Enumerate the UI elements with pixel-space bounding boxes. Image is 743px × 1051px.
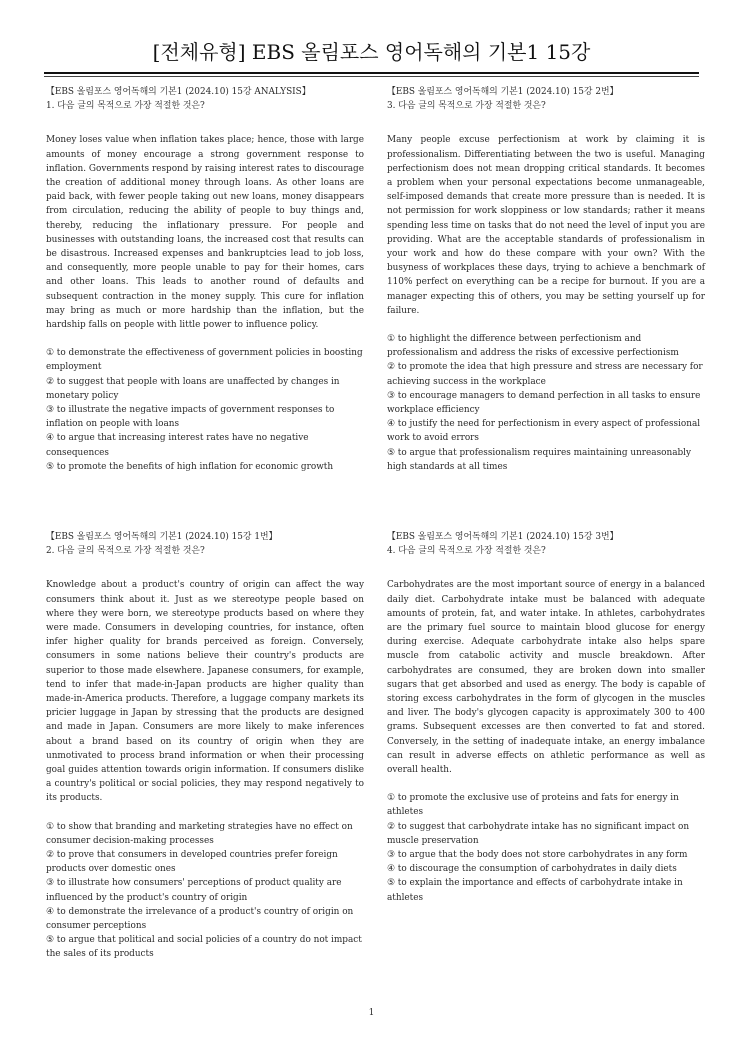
- question-passage: Carbohydrates are the most important source of energy in a balanced daily diet. Carbohydrate intake must be balanced with adequate amounts of protein, fat, and water intake. In athletes, carbohydrates are the primary fuel source to maintain blood glucose for energy during exercise. Adequate carbohydrate intake also helps spare muscle from catabolic activity and muscle breakdown. After carbohydrates are consumed, they are broken down into smaller sugars that get absorbed and used as energy. The body is capable of storing excess carbohydrates in the form of glycogen in the muscles and liver. The body's glycogen capacity is approximately 300 to 400 grams. Subsequent excesses are then converted to fat and stored. Conversely, in the setting of inadequate intake, an energy imbalance can result in adverse effects on athletic performance as well as overall health.: [387, 580, 705, 776]
- answer-choice-2[interactable]: ② to suggest that carbohydrate intake has no significant impact on muscle preservation: [387, 821, 690, 846]
- page-number: 1: [368, 1008, 375, 1018]
- question-heading: 3. 다음 글의 목적으로 가장 적절한 것은?: [387, 101, 546, 112]
- question-heading: 1. 다음 글의 목적으로 가장 적절한 것은?: [46, 101, 205, 112]
- question-block-4: [387, 530, 705, 905]
- question-passage: Knowledge about a product's country of origin can affect the way consumers think about it. Just as we stereotype people based on where they were born, we stereotype products based on where they were made. Consumers in developing countries, for instance, often infer higher quality for brands perceived as foreign. Conversely, consumers in some nations believe their country's products are superior to those made elsewhere. Japanese consumers, for example, tend to infer that made-in-Japan products are higher quality than made-in-America products. Therefore, a luggage company markets its pricier luggage in Japan by stressing that the products are designed and made in Japan. Consumers are more likely to make inferences about a brand based on its country of origin when they are unmotivated to process brand information or when their processing goal guides attention towards origin information. If consumers dislike a country's political or social policies, they may respond negatively to its products.: [46, 580, 364, 804]
- answer-choice-2[interactable]: ② to prove that consumers in developed countries prefer foreign products over domestic ones: [46, 850, 338, 875]
- answer-choice-2[interactable]: ② to promote the idea that high pressure and stress are necessary for achieving success in the workplace: [387, 362, 703, 387]
- answer-choice-4[interactable]: ④ to discourage the consumption of carbohydrates in daily diets: [387, 864, 677, 875]
- question-source: 【EBS 올림포스 영어독해의 기본1 (2024.10) 15강 ANALYSIS】: [46, 87, 311, 97]
- title-rule-thick: [44, 72, 699, 74]
- question-passage: Money loses value when inflation takes place; hence, those with large amounts of money encourage a strong government response to inflation. Governments respond by raising interest rates to discourage the creation of additional money through loans. As other loans are paid back, with fewer people taking out new loans, money disappears from circulation, reducing the ability of people to buy things and, thereby, reducing the inflationary pressure. For people and businesses with outstanding loans, the increased cost that results can be disastrous. Increased expenses and bankruptcies lead to job loss, and consequently, more people unable to pay for their homes, cars and other loans. This leads to another round of defaults and subsequent contraction in the money supply. This cure for inflation may bring as much or more hardship than the inflation, but the hardship falls on people with little power to influence policy.: [46, 135, 364, 331]
- question-heading: 2. 다음 글의 목적으로 가장 적절한 것은?: [46, 546, 205, 557]
- answer-choice-3[interactable]: ③ to illustrate the negative impacts of government responses to inflation on people with loans: [46, 405, 335, 430]
- answer-choice-4[interactable]: ④ to argue that increasing interest rates have no negative consequences: [46, 433, 309, 458]
- answer-choices: [46, 820, 364, 962]
- answer-choice-5[interactable]: ⑤ to promote the benefits of high inflation for economic growth: [46, 461, 334, 472]
- answer-choices: [46, 346, 364, 474]
- answer-choice-3[interactable]: ③ to encourage managers to demand perfection in all tasks to ensure workplace efficiency: [387, 390, 701, 416]
- answer-choices: [387, 332, 705, 474]
- answer-choice-2[interactable]: ② to suggest that people with loans are unaffected by changes in monetary policy: [46, 376, 340, 401]
- answer-choice-1[interactable]: ① to demonstrate the effectiveness of government policies in boosting employment: [46, 348, 363, 373]
- answer-choice-1[interactable]: ① to promote the exclusive use of proteins and fats for energy in athletes: [387, 793, 679, 818]
- question-source: 【EBS 올림포스 영어독해의 기본1 (2024.10) 15강 2번】: [387, 87, 619, 97]
- page-title: [전체유형] EBS 올림포스 영어독해의 기본1 15강: [152, 40, 591, 64]
- answer-choice-5[interactable]: ⑤ to argue that professionalism requires maintaining unreasonably high standards at all times: [387, 447, 692, 472]
- question-block-2: [46, 530, 364, 962]
- answer-choice-5[interactable]: ⑤ to explain the importance and effects of carbohydrate intake in athletes: [387, 878, 683, 903]
- question-block-1: [46, 85, 364, 474]
- answer-choice-3[interactable]: ③ to illustrate how consumers' perceptions of product quality are influenced by the product's country of origin: [46, 878, 342, 903]
- title-rule-thin: [44, 76, 699, 77]
- question-source: 【EBS 올림포스 영어독해의 기본1 (2024.10) 15강 1번】: [46, 532, 278, 542]
- answer-choice-3[interactable]: ③ to argue that the body does not store carbohydrates in any form: [387, 850, 688, 861]
- question-source: 【EBS 올림포스 영어독해의 기본1 (2024.10) 15강 3번】: [387, 532, 619, 542]
- answer-choice-5[interactable]: ⑤ to argue that political and social policies of a country do not impact the sales of its products: [46, 935, 362, 960]
- answer-choice-1[interactable]: ① to show that branding and marketing strategies have no effect on consumer decision-making processes: [46, 821, 353, 846]
- answer-choices: [387, 791, 705, 905]
- answer-choice-1[interactable]: ① to highlight the difference between perfectionism and professionalism and address the risks of excessive perfectionism: [387, 334, 679, 359]
- answer-choice-4[interactable]: ④ to demonstrate the irrelevance of a product's country of origin on consumer perceptions: [46, 906, 354, 932]
- question-passage: Many people excuse perfectionism at work by claiming it is professionalism. Differentiating between the two is useful. Managing perfectionism does not mean dropping critical standards. It becomes a problem when your personal expectations become unmanageable, self-imposed demands that create more pressure than is needed. It is not permission for work sloppiness or low standards; rather it means spending less time on tasks that do not need the level of input you are providing. What are the acceptable standards of professionalism in your work and how do these compare with your own? With the busyness of workplaces these days, trying to achieve a benchmark of 110% perfect on everything can be a recipe for burnout. If you are a manager expecting this of others, you may be setting yourself up for failure.: [387, 135, 705, 316]
- question-heading: 4. 다음 글의 목적으로 가장 적절한 것은?: [387, 546, 546, 557]
- answer-choice-4[interactable]: ④ to justify the need for perfectionism in every aspect of professional work to avoid errors: [387, 419, 701, 444]
- question-block-3: [387, 85, 705, 474]
